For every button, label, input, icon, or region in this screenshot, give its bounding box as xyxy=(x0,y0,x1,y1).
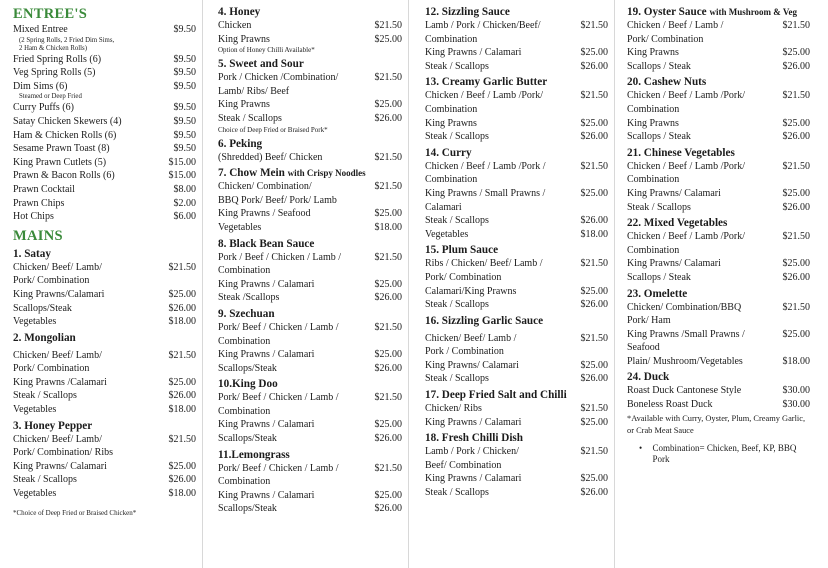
price-row: King Prawns / Calamari $25.00 xyxy=(425,416,608,428)
dish-title: 3. Honey Pepper xyxy=(13,419,93,432)
menu-section-honey-pepper xyxy=(13,420,196,501)
price-row: Pork/ Beef / Chicken / Lamb / Combination $21.50 xyxy=(218,392,402,417)
menu-section-satay xyxy=(13,248,196,329)
price-row: Steak / Scallops $26.00 xyxy=(425,131,608,143)
price-row: Chicken/ Combination/BBQ Pork/ Ham $21.50 xyxy=(627,301,810,327)
price-row: Steak / Scallops $26.00 xyxy=(425,215,608,227)
price-row: King Prawns / Calamari $25.00 xyxy=(218,349,402,361)
menu-section-fresh-chilli xyxy=(425,432,608,499)
price-row: Chicken/ Ribs $21.50 xyxy=(425,403,608,415)
price-row: Chicken / Beef / Lamb /Pork/ Combination $21.50 xyxy=(627,160,810,186)
dish-title: 16. Sizzling Garlic Sauce xyxy=(425,314,544,327)
dish-title: 1. Satay xyxy=(13,247,51,260)
price-row: Pork / Beef / Chicken / Lamb / Combination $21.50 xyxy=(218,251,402,277)
dish-note: Option of Honey Chilli Available* xyxy=(218,46,315,55)
price-row: Steak /Scallops $26.00 xyxy=(218,292,402,304)
dish-title: 11.Lemongrass xyxy=(218,448,290,461)
price-row: Chicken / Beef / Lamb /Pork / Combination $21.50 xyxy=(425,160,608,186)
dish-title: 2. Mongolian xyxy=(13,331,76,344)
price-row: Vegetables $18.00 xyxy=(13,316,196,328)
price-row: Vegetables $18.00 xyxy=(218,221,402,233)
dish-title: 8. Black Bean Sauce xyxy=(218,237,315,250)
dish-title: 19. Oyster Sauce with Mushroom & Veg xyxy=(627,6,798,18)
dish-title: 15. Plum Sauce xyxy=(425,244,499,257)
price-row: Chicken $21.50 xyxy=(218,20,402,31)
menu-section-mixed-vegetables xyxy=(627,217,810,284)
entree-item: Satay Chicken Skewers (4) $9.50 xyxy=(13,115,196,127)
menu-section-mongolian xyxy=(13,332,196,417)
dish-title: 5. Sweet and Sour xyxy=(218,58,304,71)
menu-section-peking xyxy=(218,138,402,165)
price-row: Scallops / Steak $26.00 xyxy=(627,60,810,72)
price-row: Lamb / Pork / Chicken/ Beef/ Combination $21.50 xyxy=(425,446,608,471)
price-row: King Prawns /Calamari $25.00 xyxy=(13,376,196,388)
price-row: Plain/ Mushroom/Vegetables $18.00 xyxy=(627,355,810,367)
price-row: Vegetables $18.00 xyxy=(13,404,196,416)
menu-section-curry xyxy=(425,147,608,242)
entree-item: Veg Spring Rolls (5) $9.50 xyxy=(13,67,196,79)
price-row: Scallops/Steak $26.00 xyxy=(218,362,402,374)
combination-note: • Combination= Chicken, Beef, KP, BBQ Pork xyxy=(639,442,797,464)
menu-column-1 xyxy=(0,0,203,568)
menu-section-king-doo xyxy=(218,378,402,445)
menu-column-2 xyxy=(206,0,409,568)
dish-title: 22. Mixed Vegetables xyxy=(627,217,728,230)
price-row: Steak / Scallops $26.00 xyxy=(627,201,810,213)
price-row: King Prawns / Calamari $25.00 xyxy=(425,473,608,485)
menu-section-oyster xyxy=(627,6,810,73)
price-row: Scallops/Steak $26.00 xyxy=(218,433,402,445)
entree-item: Hot Chips $6.00 xyxy=(13,211,196,223)
price-row: King Prawns /Small Prawns / Seafood $25.00 xyxy=(627,328,810,354)
duck-note: *Available with Curry, Oyster, Plum, Creamy Garlic, or Crab Meat Sauce xyxy=(627,413,806,435)
price-row: Chicken/ Beef/ Lamb/ Pork/ Combination $21.50 xyxy=(13,261,196,287)
dish-title: 13. Creamy Garlic Butter xyxy=(425,76,548,89)
price-row: King Prawns $25.00 xyxy=(627,47,810,59)
bullet-icon: • xyxy=(639,442,643,453)
price-row: King Prawns/Calamari $25.00 xyxy=(13,288,196,300)
price-row: Pork/ Beef / Chicken / Lamb / Combination $21.50 xyxy=(218,462,402,488)
menu-column-4 xyxy=(620,0,824,568)
dish-title: 4. Honey xyxy=(218,6,261,18)
price-row: Scallops/Steak $26.00 xyxy=(218,503,402,515)
price-row: Ribs / Chicken/ Beef/ Lamb / Pork/ Combination $21.50 xyxy=(425,258,608,283)
entree-item: Prawn Chips $2.00 xyxy=(13,197,196,209)
entrees-list xyxy=(13,23,196,224)
price-row: King Prawns / Small Prawns / Calamari $25.00 xyxy=(425,187,608,213)
price-row: Chicken / Beef / Lamb /Pork/ Combination $21.50 xyxy=(425,90,608,115)
price-row: Vegetables $18.00 xyxy=(425,228,608,240)
price-row: Steak / Scallops $26.00 xyxy=(425,487,608,499)
entree-item: Ham & Chicken Rolls (6) $9.50 xyxy=(13,129,196,141)
entree-note: Steamed or Deep Fried xyxy=(19,93,82,101)
entree-item: Curry Puffs (6) $9.50 xyxy=(13,102,196,114)
menu-section-sizzling-garlic xyxy=(425,315,608,386)
menu-section-chinese-vegetables xyxy=(627,147,810,214)
dish-title: 14. Curry xyxy=(425,146,472,159)
price-row: Chicken/ Beef/ Lamb/ Pork/ Combination $21.50 xyxy=(13,349,196,375)
dish-title: 7. Chow Mein with Crispy Noodles xyxy=(218,167,366,180)
price-row: Chicken/ Combination/ BBQ Pork/ Beef/ Pork/ Lamb $21.50 xyxy=(218,181,402,206)
price-row: Chicken / Beef / Lamb / Pork/ Combination $21.50 xyxy=(627,20,810,45)
price-row: Calamari/King Prawns $25.00 xyxy=(425,285,608,297)
menu-section-szechuan xyxy=(218,308,402,375)
dish-title: 6. Peking xyxy=(218,137,263,150)
entree-item: Prawn & Bacon Rolls (6) $15.00 xyxy=(13,170,196,182)
dish-title: 10.King Doo xyxy=(218,378,278,391)
price-row: Steak / Scallops $26.00 xyxy=(218,112,402,124)
menu-section-duck xyxy=(627,371,810,436)
price-row: Roast Duck Cantonese Style $30.00 xyxy=(627,385,810,397)
price-row: King Prawns / Calamari $25.00 xyxy=(425,47,608,59)
menu-section-deep-fried xyxy=(425,389,608,429)
price-row: King Prawns/ Calamari $25.00 xyxy=(13,460,196,472)
entrees-heading: ENTREE'S xyxy=(13,6,88,22)
price-row: King Prawns $25.00 xyxy=(627,117,810,129)
entree-item: Dim Sims (6) $9.50 xyxy=(13,80,196,92)
price-row: King Prawns/ Calamari $25.00 xyxy=(627,258,810,270)
price-row: Chicken / Beef / Lamb /Pork/ Combination $21.50 xyxy=(627,90,810,115)
entree-item: Fried Spring Rolls (6) $9.50 xyxy=(13,53,196,65)
dish-title: 24. Duck xyxy=(627,371,670,384)
price-row: King Prawns / Calamari $25.00 xyxy=(218,489,402,501)
price-row: Steak / Scallops $26.00 xyxy=(425,373,608,385)
menu-section-lemongrass xyxy=(218,449,402,516)
dish-title: 17. Deep Fried Salt and Chilli xyxy=(425,389,567,402)
price-row: King Prawns / Calamari $25.00 xyxy=(218,419,402,431)
price-row: Pork / Chicken /Combination/ Lamb/ Ribs/ Beef $21.50 xyxy=(218,72,402,97)
price-row: Lamb / Pork / Chicken/Beef/ Combination $21.50 xyxy=(425,20,608,45)
price-row: Chicken/ Beef/ Lamb/ Pork/ Combination/ Ribs $21.50 xyxy=(13,433,196,459)
dish-title: 23. Omelette xyxy=(627,287,688,300)
entree-item: King Prawn Cutlets (5) $15.00 xyxy=(13,156,196,168)
price-row: King Prawns/ Calamari $25.00 xyxy=(627,187,810,199)
dish-title: 9. Szechuan xyxy=(218,307,275,320)
price-row: (Shredded) Beef/ Chicken $21.50 xyxy=(218,151,402,163)
chicken-footnote: *Choice of Deep Fried or Braised Chicken* xyxy=(13,508,137,517)
price-row: Chicken / Beef / Lamb /Pork/ Combination $21.50 xyxy=(627,231,810,256)
menu-section-plum xyxy=(425,244,608,311)
menu-section-honey xyxy=(218,6,402,55)
menu-column-3 xyxy=(414,0,615,568)
price-row: Steak / Scallops $26.00 xyxy=(13,390,196,402)
price-row: King Prawns $25.00 xyxy=(218,99,402,111)
mains-heading: MAINS xyxy=(13,227,63,244)
price-row: Steak / Scallops $26.00 xyxy=(425,299,608,311)
dish-title: 18. Fresh Chilli Dish xyxy=(425,432,524,445)
price-row: Pork/ Beef / Chicken / Lamb / Combination $21.50 xyxy=(218,321,402,347)
dish-title: 21. Chinese Vegetables xyxy=(627,146,735,159)
price-row: King Prawns / Seafood $25.00 xyxy=(218,208,402,220)
price-row: Scallops / Steak $26.00 xyxy=(627,131,810,143)
price-row: Boneless Roast Duck $30.00 xyxy=(627,399,810,411)
price-row: Scallops/Steak $26.00 xyxy=(13,302,196,314)
price-row: Scallops / Steak $26.00 xyxy=(627,271,810,283)
price-row: Chicken/ Beef/ Lamb / Pork / Combination $21.50 xyxy=(425,332,608,358)
price-row: King Prawns $25.00 xyxy=(218,33,402,45)
entree-item: Mixed Entree $9.50 xyxy=(13,24,196,35)
dish-title: 12. Sizzling Sauce xyxy=(425,6,510,18)
menu-section-chow-mein xyxy=(218,167,402,234)
price-row: Steak / Scallops $26.00 xyxy=(425,60,608,72)
menu-section-cashew xyxy=(627,76,810,143)
price-row: King Prawns $25.00 xyxy=(425,117,608,129)
menu-section-black-bean xyxy=(218,238,402,305)
menu-section-sweet-sour xyxy=(218,58,402,134)
price-row: King Prawns/ Calamari $25.00 xyxy=(425,359,608,371)
menu-section-omelette xyxy=(627,288,810,369)
dish-note: Choice of Deep Fried or Braised Pork* xyxy=(218,125,328,134)
entree-item: Prawn Cocktail $8.00 xyxy=(13,183,196,195)
price-row: Vegetables $18.00 xyxy=(13,488,196,500)
entree-note: (2 Spring Rolls, 2 Fried Dim Sims, 2 Ham & Chicken Rolls) xyxy=(19,36,115,52)
entree-item: Sesame Prawn Toast (8) $9.50 xyxy=(13,143,196,155)
price-row: King Prawns / Calamari $25.00 xyxy=(218,278,402,290)
dish-title: 20. Cashew Nuts xyxy=(627,76,707,89)
menu-section-sizzling-sauce xyxy=(425,6,608,73)
menu-section-creamy-garlic xyxy=(425,76,608,143)
price-row: Steak / Scallops $26.00 xyxy=(13,474,196,486)
